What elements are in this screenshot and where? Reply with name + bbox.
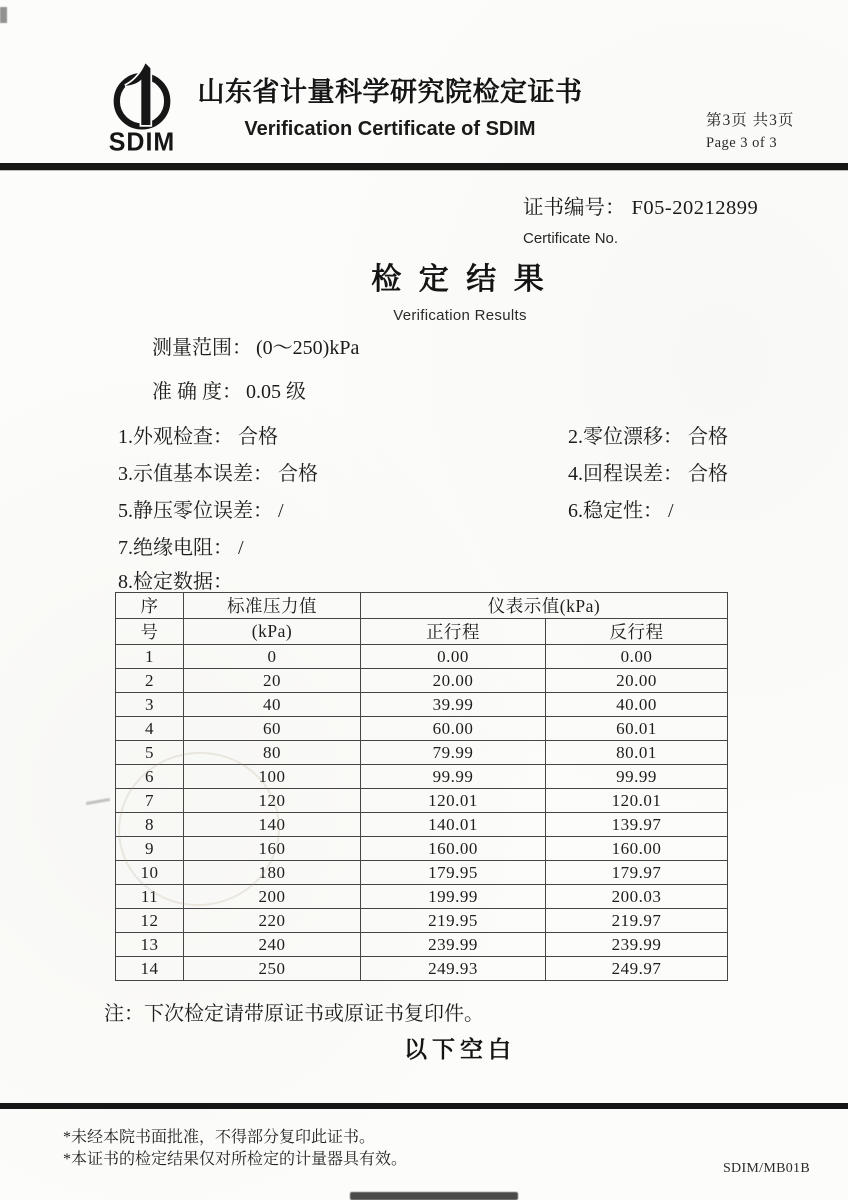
certificate-title-cn: 山东省计量科学研究院检定证书 bbox=[197, 77, 583, 107]
revalidation-note: 注：下次检定请带原证书或原证书复印件。 bbox=[104, 1003, 484, 1025]
table-cell: 60.01 bbox=[546, 717, 728, 741]
table-cell: 8 bbox=[116, 813, 184, 837]
table-cell: 5 bbox=[116, 741, 184, 765]
table-cell: 219.97 bbox=[546, 909, 728, 933]
measuring-range-label: 测量范围： bbox=[152, 337, 252, 359]
table-cell: 20 bbox=[184, 669, 361, 693]
table-cell: 160.00 bbox=[546, 837, 728, 861]
item-stability: 6.稳定性： / bbox=[568, 500, 674, 522]
table-cell: 0.00 bbox=[361, 645, 546, 669]
col-instrument-indication: 仪表示值(kPa) bbox=[361, 593, 728, 619]
form-code: SDIM/MB01B bbox=[722, 1161, 810, 1176]
item-insulation-resistance: 7.绝缘电阻： / bbox=[118, 537, 244, 559]
page-number-en: Page 3 of 3 bbox=[706, 135, 778, 151]
col-backward-stroke: 反行程 bbox=[546, 619, 728, 645]
table-row bbox=[116, 909, 728, 933]
table-cell: 239.99 bbox=[546, 933, 728, 957]
table-cell: 180 bbox=[184, 861, 361, 885]
footer-divider-rule bbox=[0, 1103, 848, 1109]
table-cell: 0 bbox=[184, 645, 361, 669]
results-title-cn: 检 定 结 果 bbox=[371, 263, 549, 296]
table-cell: 249.97 bbox=[546, 957, 728, 981]
accuracy-label: 准 确 度： bbox=[152, 381, 242, 403]
table-cell: 249.93 bbox=[361, 957, 546, 981]
certificate-title-en: Verification Certificate of SDIM bbox=[244, 118, 536, 140]
table-cell: 40.00 bbox=[546, 693, 728, 717]
table-cell: 219.95 bbox=[361, 909, 546, 933]
table-cell: 120.01 bbox=[546, 789, 728, 813]
table-cell: 79.99 bbox=[361, 741, 546, 765]
table-cell: 20.00 bbox=[546, 669, 728, 693]
certificate-number-label-en: Certificate No. bbox=[523, 230, 619, 247]
table-cell: 11 bbox=[116, 885, 184, 909]
table-cell: 99.99 bbox=[361, 765, 546, 789]
item-basic-indication-error: 3.示值基本误差： 合格 bbox=[118, 463, 318, 485]
table-cell: 240 bbox=[184, 933, 361, 957]
blank-below-marker: 以下空白 bbox=[404, 1036, 516, 1062]
col-seq-line2: 号 bbox=[116, 619, 184, 645]
table-cell: 12 bbox=[116, 909, 184, 933]
table-cell: 120.01 bbox=[361, 789, 546, 813]
table-cell: 6 bbox=[116, 765, 184, 789]
table-cell: 140 bbox=[184, 813, 361, 837]
table-cell: 40 bbox=[184, 693, 361, 717]
table-cell: 250 bbox=[184, 957, 361, 981]
table-cell: 179.95 bbox=[361, 861, 546, 885]
table-cell: 2 bbox=[116, 669, 184, 693]
certificate-number-block bbox=[523, 190, 758, 247]
scan-corner-mark bbox=[0, 7, 7, 23]
sdim-logo-icon bbox=[107, 62, 177, 132]
scan-edge-smudge bbox=[350, 1192, 518, 1200]
measuring-range-line bbox=[152, 331, 359, 360]
table-cell: 220 bbox=[184, 909, 361, 933]
table-cell: 0.00 bbox=[546, 645, 728, 669]
col-standard-pressure-line2: (kPa) bbox=[184, 619, 361, 645]
table-cell: 160 bbox=[184, 837, 361, 861]
table-row bbox=[116, 645, 728, 669]
results-heading bbox=[134, 254, 786, 324]
table-cell: 7 bbox=[116, 789, 184, 813]
table-cell: 60 bbox=[184, 717, 361, 741]
page-number-cn: 第3页 共3页 bbox=[706, 112, 795, 129]
table-cell: 80.01 bbox=[546, 741, 728, 765]
footer-disclaimer-2: *本证书的检定结果仅对所检定的计量器具有效。 bbox=[63, 1151, 408, 1168]
header-titles bbox=[180, 70, 600, 141]
sdim-logo-text: SDIM bbox=[108, 127, 176, 157]
results-title-en: Verification Results bbox=[393, 307, 527, 324]
certificate-number-label-cn: 证书编号： bbox=[523, 197, 626, 219]
table-header-row-2 bbox=[116, 619, 728, 645]
item-zero-drift: 2.零位漂移： 合格 bbox=[568, 426, 728, 448]
table-cell: 39.99 bbox=[361, 693, 546, 717]
footer-disclaimer-1: *未经本院书面批准，不得部分复印此证书。 bbox=[63, 1129, 376, 1146]
table-cell: 140.01 bbox=[361, 813, 546, 837]
table-cell: 20.00 bbox=[361, 669, 546, 693]
table-cell: 9 bbox=[116, 837, 184, 861]
table-row bbox=[116, 669, 728, 693]
table-row bbox=[116, 717, 728, 741]
item-verification-data-label: 8.检定数据： bbox=[118, 571, 233, 593]
col-forward-stroke: 正行程 bbox=[361, 619, 546, 645]
certificate-number-value: F05-20212899 bbox=[631, 197, 759, 219]
table-row bbox=[116, 933, 728, 957]
table-cell: 1 bbox=[116, 645, 184, 669]
table-cell: 4 bbox=[116, 717, 184, 741]
item-hysteresis-error: 4.回程误差： 合格 bbox=[568, 463, 728, 485]
table-row bbox=[116, 693, 728, 717]
table-cell: 120 bbox=[184, 789, 361, 813]
table-cell: 99.99 bbox=[546, 765, 728, 789]
item-static-zero-error: 5.静压零位误差： / bbox=[118, 500, 284, 522]
col-standard-pressure-line1: 标准压力值 bbox=[184, 593, 361, 619]
table-cell: 139.97 bbox=[546, 813, 728, 837]
accuracy-value: 0.05 级 bbox=[246, 381, 306, 403]
table-cell: 14 bbox=[116, 957, 184, 981]
scan-margin-mark bbox=[86, 798, 110, 805]
table-cell: 179.97 bbox=[546, 861, 728, 885]
header-divider-rule bbox=[0, 163, 848, 170]
table-cell: 160.00 bbox=[361, 837, 546, 861]
table-cell: 60.00 bbox=[361, 717, 546, 741]
table-cell: 10 bbox=[116, 861, 184, 885]
table-cell: 3 bbox=[116, 693, 184, 717]
certificate-number-line bbox=[523, 190, 758, 220]
measuring-range-value: (0～250)kPa bbox=[256, 337, 360, 359]
sdim-logo bbox=[92, 62, 192, 157]
item-appearance-check: 1.外观检查： 合格 bbox=[118, 426, 278, 448]
table-cell: 13 bbox=[116, 933, 184, 957]
table-cell: 200.03 bbox=[546, 885, 728, 909]
table-cell: 199.99 bbox=[361, 885, 546, 909]
table-row bbox=[116, 957, 728, 981]
table-cell: 100 bbox=[184, 765, 361, 789]
table-header-row-1 bbox=[116, 593, 728, 619]
table-cell: 80 bbox=[184, 741, 361, 765]
table-cell: 200 bbox=[184, 885, 361, 909]
accuracy-line bbox=[152, 375, 306, 404]
page-info bbox=[706, 108, 826, 152]
col-seq-line1: 序 bbox=[116, 593, 184, 619]
table-cell: 239.99 bbox=[361, 933, 546, 957]
